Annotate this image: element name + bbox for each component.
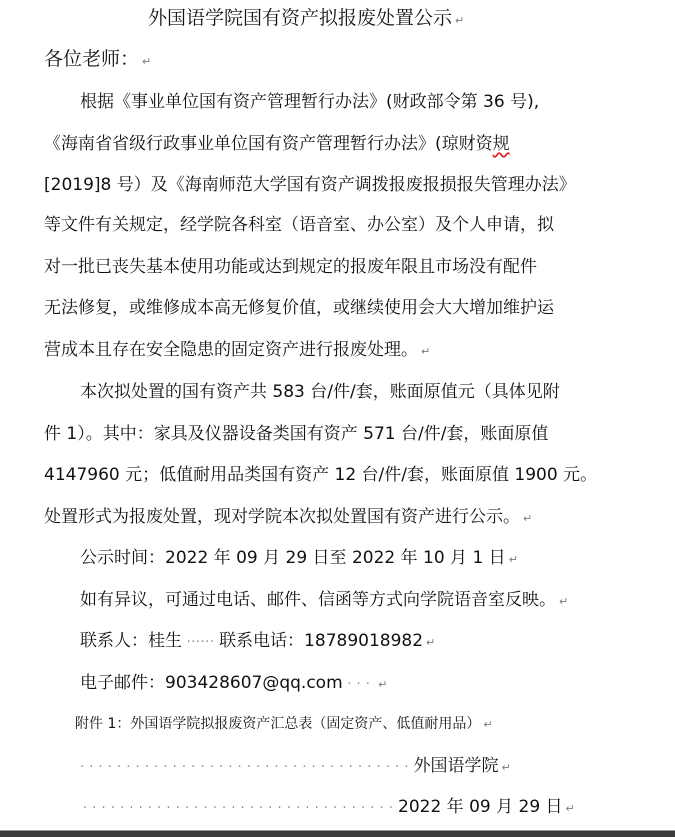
paragraph-1-line-2: 《海南省省级行政事业单位国有资产管理暂行办法》(琼财资规	[44, 134, 510, 154]
greeting: 各位老师： ↵	[44, 48, 152, 70]
paragraph-2-line-1: 本次拟处置的国有资产共 583 台/件/套，账面原值元（具体见附	[80, 382, 560, 402]
objection-note: 如有异议，可通过电话、邮件、信函等方式向学院语音室反映。 ↵	[80, 590, 569, 610]
email-line: 电子邮件：903428607@qq.com · · · ↵	[80, 673, 388, 693]
contact-line: 联系人：桂生 ······ 联系电话：18789018982 ↵	[80, 631, 436, 651]
paragraph-1-line-5: 对一批已丧失基本使用功能或达到规定的报废年限且市场没有配件	[44, 257, 537, 277]
paragraph-2-line-4: 处置形式为报废处置，现对学院本次拟处置国有资产进行公示。 ↵	[44, 507, 533, 527]
signature-org: · · · · · · · · · · · · · · · · · · · · · · · · · · · · · · · · · · · · 外国语学院 ↵	[80, 756, 511, 776]
paragraph-2-line-3: 4147960 元；低值耐用品类国有资产 12 台/件/套，账面原值 1900 元。	[44, 465, 598, 485]
page-title: 外国语学院国有资产拟报废处置公示 ↵	[148, 7, 465, 29]
signature-date: · · · · · · · · · · · · · · · · · · · · · · · · · · · · · · · · · · 2022 年 09 月 29 日 ↵	[83, 797, 575, 817]
contact-person: 联系人：桂生	[80, 631, 182, 651]
attachment-note: 附件 1：外国语学院拟报废资产汇总表（固定资产、低值耐用品） ↵	[75, 716, 493, 732]
paragraph-1-line-3: [2019]8 号）及《海南师范大学国有资产调拨报废报损报失管理办法》	[44, 175, 576, 195]
paragraph-1-line-4: 等文件有关规定，经学院各科室（语音室、办公室）及个人申请，拟	[44, 215, 554, 235]
window-bottom-border	[0, 830, 675, 837]
paragraph-2-line-2: 件 1）。其中：家具及仪器设备类国有资产 571 台/件/套，账面原值	[44, 424, 549, 444]
paragraph-1-line-7: 营成本且存在安全隐患的固定资产进行报废处理。 ↵	[44, 340, 431, 360]
paragraph-1-line-6: 无法修复，或维修成本高无修复价值，或继续使用会大大增加维护运	[44, 298, 554, 318]
notice-time: 公示时间：2022 年 09 月 29 日至 2022 年 10 月 1 日 ↵	[80, 548, 518, 568]
paragraph-1-line-1: 根据《事业单位国有资产管理暂行办法》(财政部令第 36 号),	[80, 92, 540, 112]
contact-phone: 联系电话：18789018982	[219, 631, 424, 651]
